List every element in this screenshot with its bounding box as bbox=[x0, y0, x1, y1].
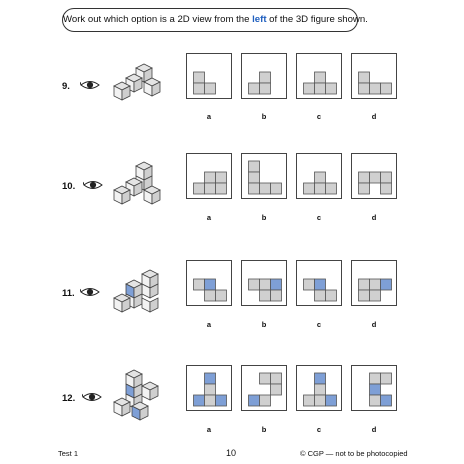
figure-3d-12 bbox=[106, 366, 168, 424]
option-grid bbox=[187, 261, 233, 307]
grey-square bbox=[260, 183, 271, 194]
grey-square bbox=[271, 183, 282, 194]
question-number: 9. bbox=[62, 81, 70, 92]
option-grid bbox=[352, 54, 398, 100]
option-label: d bbox=[371, 213, 377, 222]
option-label: a bbox=[206, 213, 212, 222]
option-grid bbox=[242, 54, 288, 100]
grey-square bbox=[271, 373, 282, 384]
option-grid bbox=[242, 154, 288, 200]
grey-square bbox=[370, 172, 381, 183]
grey-square bbox=[370, 373, 381, 384]
blue-square bbox=[326, 395, 337, 406]
instruction-box bbox=[62, 8, 368, 32]
grey-square bbox=[315, 72, 326, 83]
option-box-d[interactable] bbox=[351, 53, 397, 99]
option-box-c[interactable] bbox=[296, 365, 342, 411]
grey-square bbox=[315, 83, 326, 94]
grey-square bbox=[271, 384, 282, 395]
grey-square bbox=[359, 72, 370, 83]
grey-square bbox=[205, 395, 216, 406]
option-grid bbox=[187, 154, 233, 200]
grey-square bbox=[381, 373, 392, 384]
blue-square bbox=[381, 279, 392, 290]
option-box-a[interactable] bbox=[186, 53, 232, 99]
blue-square bbox=[205, 279, 216, 290]
grey-square bbox=[260, 395, 271, 406]
grey-square bbox=[271, 290, 282, 301]
option-box-c[interactable] bbox=[296, 260, 342, 306]
eye-icon bbox=[80, 286, 100, 298]
option-grid bbox=[352, 261, 398, 307]
grey-square bbox=[260, 72, 271, 83]
option-box-b[interactable] bbox=[241, 260, 287, 306]
grey-square bbox=[194, 72, 205, 83]
blue-square bbox=[194, 395, 205, 406]
option-grid bbox=[297, 261, 343, 307]
grey-square bbox=[260, 83, 271, 94]
grey-square bbox=[249, 172, 260, 183]
option-box-b[interactable] bbox=[241, 153, 287, 199]
grey-square bbox=[216, 290, 227, 301]
grey-square bbox=[194, 279, 205, 290]
question-number: 11. bbox=[62, 288, 75, 299]
option-grid bbox=[297, 366, 343, 412]
grey-square bbox=[260, 279, 271, 290]
option-label: a bbox=[206, 320, 212, 329]
grey-square bbox=[194, 183, 205, 194]
grey-square bbox=[249, 183, 260, 194]
option-box-a[interactable] bbox=[186, 260, 232, 306]
footer-copyright: © CGP — not to be photocopied bbox=[300, 449, 408, 458]
option-box-d[interactable] bbox=[351, 153, 397, 199]
grey-square bbox=[205, 83, 216, 94]
option-label: a bbox=[206, 112, 212, 121]
grey-square bbox=[370, 290, 381, 301]
blue-square bbox=[249, 395, 260, 406]
eye-icon bbox=[80, 79, 100, 91]
grey-square bbox=[304, 279, 315, 290]
option-box-a[interactable] bbox=[186, 365, 232, 411]
figure-3d-9 bbox=[106, 58, 168, 104]
instruction-text-end: of the 3D figure shown. bbox=[266, 14, 368, 25]
instruction-text: Work out which option is a 2D view from the bbox=[63, 14, 253, 25]
option-label: d bbox=[371, 425, 377, 434]
grey-square bbox=[205, 290, 216, 301]
grey-square bbox=[381, 83, 392, 94]
option-box-d[interactable] bbox=[351, 260, 397, 306]
blue-square bbox=[216, 395, 227, 406]
grey-square bbox=[381, 172, 392, 183]
figure-3d-10 bbox=[106, 160, 168, 210]
grey-square bbox=[304, 83, 315, 94]
grey-square bbox=[359, 83, 370, 94]
grey-square bbox=[194, 83, 205, 94]
grey-square bbox=[304, 395, 315, 406]
footer-test-label: Test 1 bbox=[58, 449, 79, 458]
option-label: c bbox=[316, 320, 322, 329]
instruction-highlight: left bbox=[252, 14, 267, 25]
option-grid bbox=[187, 366, 233, 412]
grey-square bbox=[304, 183, 315, 194]
option-grid bbox=[352, 366, 398, 412]
grey-square bbox=[205, 172, 216, 183]
grey-square bbox=[370, 83, 381, 94]
grey-square bbox=[205, 183, 216, 194]
grey-square bbox=[315, 290, 326, 301]
option-grid bbox=[352, 154, 398, 200]
eye-icon bbox=[82, 391, 102, 403]
question-number: 10. bbox=[62, 181, 76, 192]
blue-square bbox=[381, 395, 392, 406]
option-box-c[interactable] bbox=[296, 53, 342, 99]
option-box-d[interactable] bbox=[351, 365, 397, 411]
option-grid bbox=[297, 54, 343, 100]
option-label: c bbox=[316, 213, 322, 222]
grey-square bbox=[370, 395, 381, 406]
option-label: b bbox=[261, 320, 267, 329]
grey-square bbox=[326, 183, 337, 194]
option-box-b[interactable] bbox=[241, 53, 287, 99]
grey-square bbox=[315, 384, 326, 395]
grey-square bbox=[216, 183, 227, 194]
option-grid bbox=[187, 54, 233, 100]
option-label: b bbox=[261, 112, 267, 121]
grey-square bbox=[359, 279, 370, 290]
grey-square bbox=[205, 384, 216, 395]
grey-square bbox=[249, 279, 260, 290]
grey-square bbox=[249, 161, 260, 172]
eye-icon bbox=[83, 179, 103, 191]
figure-3d-11 bbox=[106, 266, 168, 318]
option-label: c bbox=[316, 112, 322, 121]
grey-square bbox=[326, 83, 337, 94]
grey-square bbox=[359, 172, 370, 183]
grey-square bbox=[370, 279, 381, 290]
grey-square bbox=[260, 373, 271, 384]
option-label: a bbox=[206, 425, 212, 434]
blue-square bbox=[370, 384, 381, 395]
option-label: d bbox=[371, 112, 377, 121]
option-box-a[interactable] bbox=[186, 153, 232, 199]
blue-square bbox=[315, 373, 326, 384]
grey-square bbox=[315, 172, 326, 183]
grey-square bbox=[249, 83, 260, 94]
option-grid bbox=[242, 261, 288, 307]
grey-square bbox=[359, 183, 370, 194]
page-number: 10 bbox=[226, 448, 237, 458]
option-box-c[interactable] bbox=[296, 153, 342, 199]
option-label: b bbox=[261, 425, 267, 434]
blue-square bbox=[315, 279, 326, 290]
question-number: 12. bbox=[62, 393, 76, 404]
option-grid bbox=[297, 154, 343, 200]
blue-square bbox=[271, 279, 282, 290]
grey-square bbox=[381, 183, 392, 194]
option-grid bbox=[242, 366, 288, 412]
grey-square bbox=[216, 172, 227, 183]
option-label: b bbox=[261, 213, 267, 222]
option-label: c bbox=[316, 425, 322, 434]
grey-square bbox=[326, 290, 337, 301]
grey-square bbox=[359, 290, 370, 301]
grey-square bbox=[315, 183, 326, 194]
blue-square bbox=[205, 373, 216, 384]
option-label: d bbox=[371, 320, 377, 329]
grey-square bbox=[315, 395, 326, 406]
option-box-b[interactable] bbox=[241, 365, 287, 411]
grey-square bbox=[260, 290, 271, 301]
